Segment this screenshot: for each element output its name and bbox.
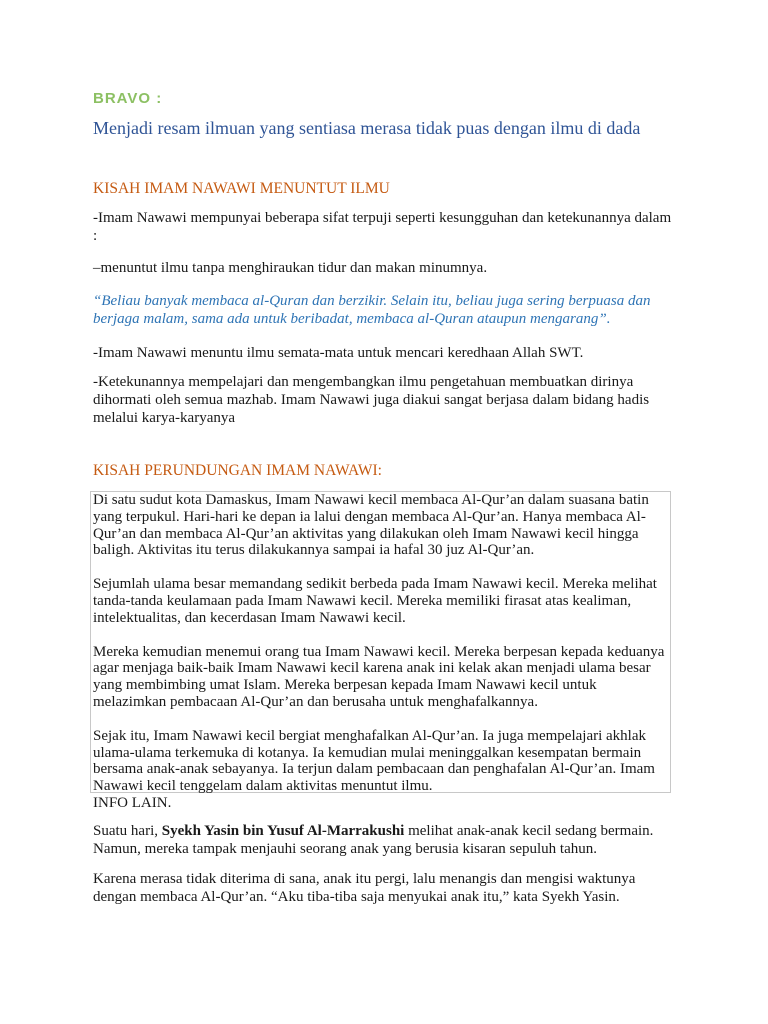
syekh-text-after: melihat anak-anak kecil sedang bermain. Namun, mereka tampak menjauhi seorang anak yang berusia kisaran sepuluh tahun. xyxy=(93,823,654,857)
quote-paragraph: “Beliau banyak membaca al-Quran dan berzikir. Selain itu, beliau juga sering berpuasa dan berjaga malam, sama ada untuk beribadat, membaca al-Quran ataupun mengarang”. xyxy=(93,293,651,327)
section-heading-perundungan: KISAH PERUNDUNGAN IMAM NAWAWI: xyxy=(93,462,382,479)
paragraph-keredhaan: -Imam Nawawi menuntu ilmu semata-mata untuk mencari keredhaan Allah SWT. xyxy=(93,345,584,361)
paragraph-menangis: Karena merasa tidak diterima di sana, anak itu pergi, lalu menangis dan mengisi waktunya dengan membaca Al-Qur’an. “Aku tiba-tiba saja menyukai anak itu,” kata Syekh Yasin. xyxy=(93,871,636,905)
section-heading-menuntut-ilmu: KISAH IMAM NAWAWI MENUNTUT ILMU xyxy=(93,180,390,197)
syekh-text-before: Suatu hari, xyxy=(93,823,162,839)
story-paragraph-3: Mereka kemudian menemui orang tua Imam Nawawi kecil. Mereka berpesan kepada keduanya agar menjaga baik-baik Imam Nawawi kecil karena anak ini kelak akan menjadi ulama besar yang membimbing umat Islam. Mereka berpesan kepada Imam Nawawi kecil untuk melazimkan pembacaan Al-Qur’an dan berusaha untuk menghafalkannya. xyxy=(93,643,665,710)
story-text-box xyxy=(90,491,671,793)
story-paragraph-1: Di satu sudut kota Damaskus, Imam Nawawi kecil membaca Al-Qur’an dalam suasana batin yang terpukul. Hari-hari ke depan ia lalui dengan membaca Al-Qur’an. Hanya membaca Al-Qur’an dan membaca Al-Qur’an aktivitas yang dilakukan oleh Imam Nawawi kecil hingga baligh. Aktivitas itu terus dilakukannya sampai ia hafal 30 juz Al-Qur’an. xyxy=(93,492,649,559)
page-subtitle: Menjadi resam ilmuan yang sentiasa merasa tidak puas dengan ilmu di dada xyxy=(93,118,641,138)
paragraph-menuntut-ilmu: –menuntut ilmu tanpa menghiraukan tidur dan makan minumnya. xyxy=(93,260,488,276)
info-lain-label: INFO LAIN. xyxy=(93,795,172,811)
paragraph-syekh-yasin xyxy=(93,822,677,858)
syekh-name-bold: Syekh Yasin bin Yusuf Al-Marrakushi xyxy=(161,823,405,839)
bravo-label: BRAVO : xyxy=(93,90,163,107)
story-paragraph-4: Sejak itu, Imam Nawawi kecil bergiat menghafalkan Al-Qur’an. Ia juga mempelajari akhlak ulama-ulama terkemuka di kotanya. Ia kemudian mulai meninggalkan kesempatan bermain bersama anak-anak sebayanya. Ia terjun dalam pembacaan dan penghafalan Al-Qur’an. Imam Nawawi kecil tenggelam dalam aktivitas menuntut ilmu. xyxy=(93,727,655,795)
paragraph-sifat-terpuji: -Imam Nawawi mempunyai beberapa sifat terpuji seperti kesungguhan dan ketekunannya dalam : xyxy=(93,210,672,244)
story-paragraph-2: Sejumlah ulama besar memandang sedikit berbeda pada Imam Nawawi kecil. Mereka melihat tanda-tanda keulamaan pada Imam Nawawi kecil. Mereka memiliki firasat atas kealiman, intelektualitas, dan kecerdasan Imam Nawawi kecil. xyxy=(93,576,657,626)
paragraph-ketekunan: -Ketekunannya mempelajari dan mengembangkan ilmu pengetahuan membuatkan dirinya dihormati oleh semua mazhab. Imam Nawawi juga diakui sangat berjasa dalam bidang hadis melalui karya-karyanya xyxy=(93,374,650,426)
